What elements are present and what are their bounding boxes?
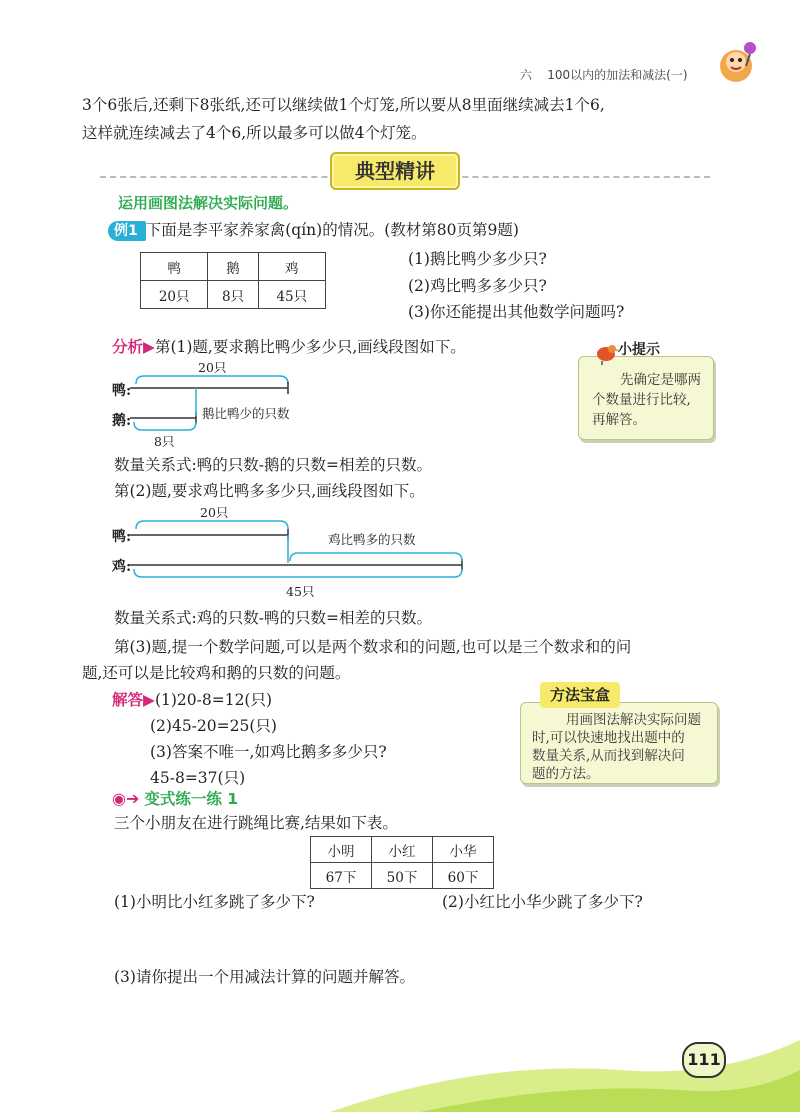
practice-question-3: (3)请你提出一个用减法计算的问题并解答。 bbox=[114, 968, 415, 986]
running-header bbox=[520, 66, 688, 83]
table-value-chicken: 45只 bbox=[258, 281, 325, 309]
example-question-1: (1)鹅比鸭少多少只? bbox=[408, 250, 547, 268]
table-value-duck: 20只 bbox=[141, 281, 208, 309]
table-value-goose: 8只 bbox=[208, 281, 258, 309]
question3-line-2: 题,还可以是比较鸡和鹅的只数的问题。 bbox=[82, 664, 351, 682]
example-text: 下面是李平家养家禽(qín)的情况。(教材第80页第9题) bbox=[145, 221, 519, 239]
method-title: 方法宝盒 bbox=[540, 682, 620, 708]
answer-line-4: 45-8=37(只) bbox=[150, 769, 246, 787]
poultry-table bbox=[140, 252, 326, 309]
relation-2: 数量关系式:鸡的只数-鸭的只数=相差的只数。 bbox=[114, 609, 432, 627]
method-line-4: 题的方法。 bbox=[532, 766, 600, 782]
topic-heading: 运用画图法解决实际问题。 bbox=[118, 194, 299, 212]
tip-line-2: 个数量进行比较, bbox=[592, 392, 691, 408]
eye-icon: ◉➔ bbox=[112, 789, 140, 808]
footer-wave bbox=[0, 1020, 800, 1112]
page-number: 111 bbox=[682, 1042, 726, 1078]
practice-heading bbox=[112, 789, 238, 809]
method-line-1: 用画图法解决实际问题 bbox=[566, 712, 701, 728]
chapter-title: 100以内的加法和减法(一) bbox=[547, 68, 688, 82]
diagram2-bottom-label: 45只 bbox=[286, 584, 315, 599]
method-line-3: 数量关系,从而找到解决问 bbox=[532, 748, 685, 764]
practice-intro: 三个小朋友在进行跳绳比赛,结果如下表。 bbox=[114, 814, 398, 832]
question2-intro: 第(2)题,要求鸡比鸭多多少只,画线段图如下。 bbox=[114, 482, 425, 500]
practice-question-2: (2)小红比小华少跳了多少下? bbox=[442, 893, 643, 911]
relation-1: 数量关系式:鸭的只数-鹅的只数=相差的只数。 bbox=[114, 456, 432, 474]
analysis-line bbox=[112, 337, 466, 357]
table-value-xiaoming: 67下 bbox=[311, 863, 372, 889]
diagram2-brace-label: 鸡比鸭多的只数 bbox=[328, 532, 416, 547]
practice-title: 变式练一练 1 bbox=[144, 790, 238, 808]
table-header-xiaohong: 小红 bbox=[372, 837, 433, 863]
diagram1-top-label: 20只 bbox=[198, 360, 227, 375]
section-title: 典型精讲 bbox=[330, 152, 460, 190]
answer-line-2: (2)45-20=25(只) bbox=[150, 717, 277, 735]
practice-question-1: (1)小明比小红多跳了多少下? bbox=[114, 893, 315, 911]
answer-line-1 bbox=[112, 690, 272, 710]
table-value-xiaohua: 60下 bbox=[433, 863, 494, 889]
table-header-duck: 鸭 bbox=[141, 253, 208, 281]
table-value-xiaohong: 50下 bbox=[372, 863, 433, 889]
tip-line-1: 先确定是哪两 bbox=[620, 372, 701, 388]
diagram2-row1-label: 鸭: bbox=[112, 529, 132, 545]
diagram1-row1-label: 鸭: bbox=[112, 383, 132, 399]
diagram1-segments bbox=[130, 370, 310, 436]
intro-line-1: 3个6张后,还剩下8张纸,还可以继续做1个灯笼,所以要从8里面继续减去1个6, bbox=[82, 96, 605, 114]
mascot-icon bbox=[712, 36, 760, 88]
diagram1-bottom-label: 8只 bbox=[154, 434, 175, 449]
table-header-goose: 鹅 bbox=[208, 253, 258, 281]
question3-line-1: 第(3)题,提一个数学问题,可以是两个数求和的问题,也可以是三个数求和的问 bbox=[114, 638, 632, 656]
diagram2-segments bbox=[130, 515, 470, 585]
diagram2-top-label: 20只 bbox=[200, 505, 229, 520]
bird-icon bbox=[592, 340, 620, 366]
diagram2-row2-label: 鸡: bbox=[112, 559, 132, 575]
answer-label: 解答 bbox=[112, 691, 144, 709]
tip-title: 小提示 bbox=[618, 342, 660, 358]
arrow-icon: ▶ bbox=[143, 691, 155, 709]
chapter-number: 六 bbox=[520, 68, 533, 82]
analysis-label: 分析 bbox=[112, 338, 144, 356]
answer-line-3: (3)答案不唯一,如鸡比鹅多多少只? bbox=[150, 743, 387, 761]
table-header-chicken: 鸡 bbox=[258, 253, 325, 281]
table-header-xiaohua: 小华 bbox=[433, 837, 494, 863]
diagram1-brace-label: 鹅比鸭少的只数 bbox=[202, 406, 290, 421]
analysis-intro: 第(1)题,要求鹅比鸭少多少只,画线段图如下。 bbox=[154, 338, 466, 356]
example-question-2: (2)鸡比鸭多多少只? bbox=[408, 277, 547, 295]
arrow-icon: ▶ bbox=[143, 338, 155, 356]
diagram1-row2-label: 鹅: bbox=[112, 413, 132, 429]
example-question-3: (3)你还能提出其他数学问题吗? bbox=[408, 303, 625, 321]
intro-line-2: 这样就连续减去了4个6,所以最多可以做4个灯笼。 bbox=[82, 124, 427, 142]
jump-rope-table bbox=[310, 836, 494, 889]
method-line-2: 时,可以快速地找出题中的 bbox=[532, 730, 685, 746]
example-badge: 例1 bbox=[108, 221, 146, 241]
table-header-xiaoming: 小明 bbox=[311, 837, 372, 863]
example-line bbox=[108, 220, 519, 241]
answer-text-1: (1)20-8=12(只) bbox=[154, 691, 273, 709]
tip-line-3: 再解答。 bbox=[592, 412, 646, 428]
